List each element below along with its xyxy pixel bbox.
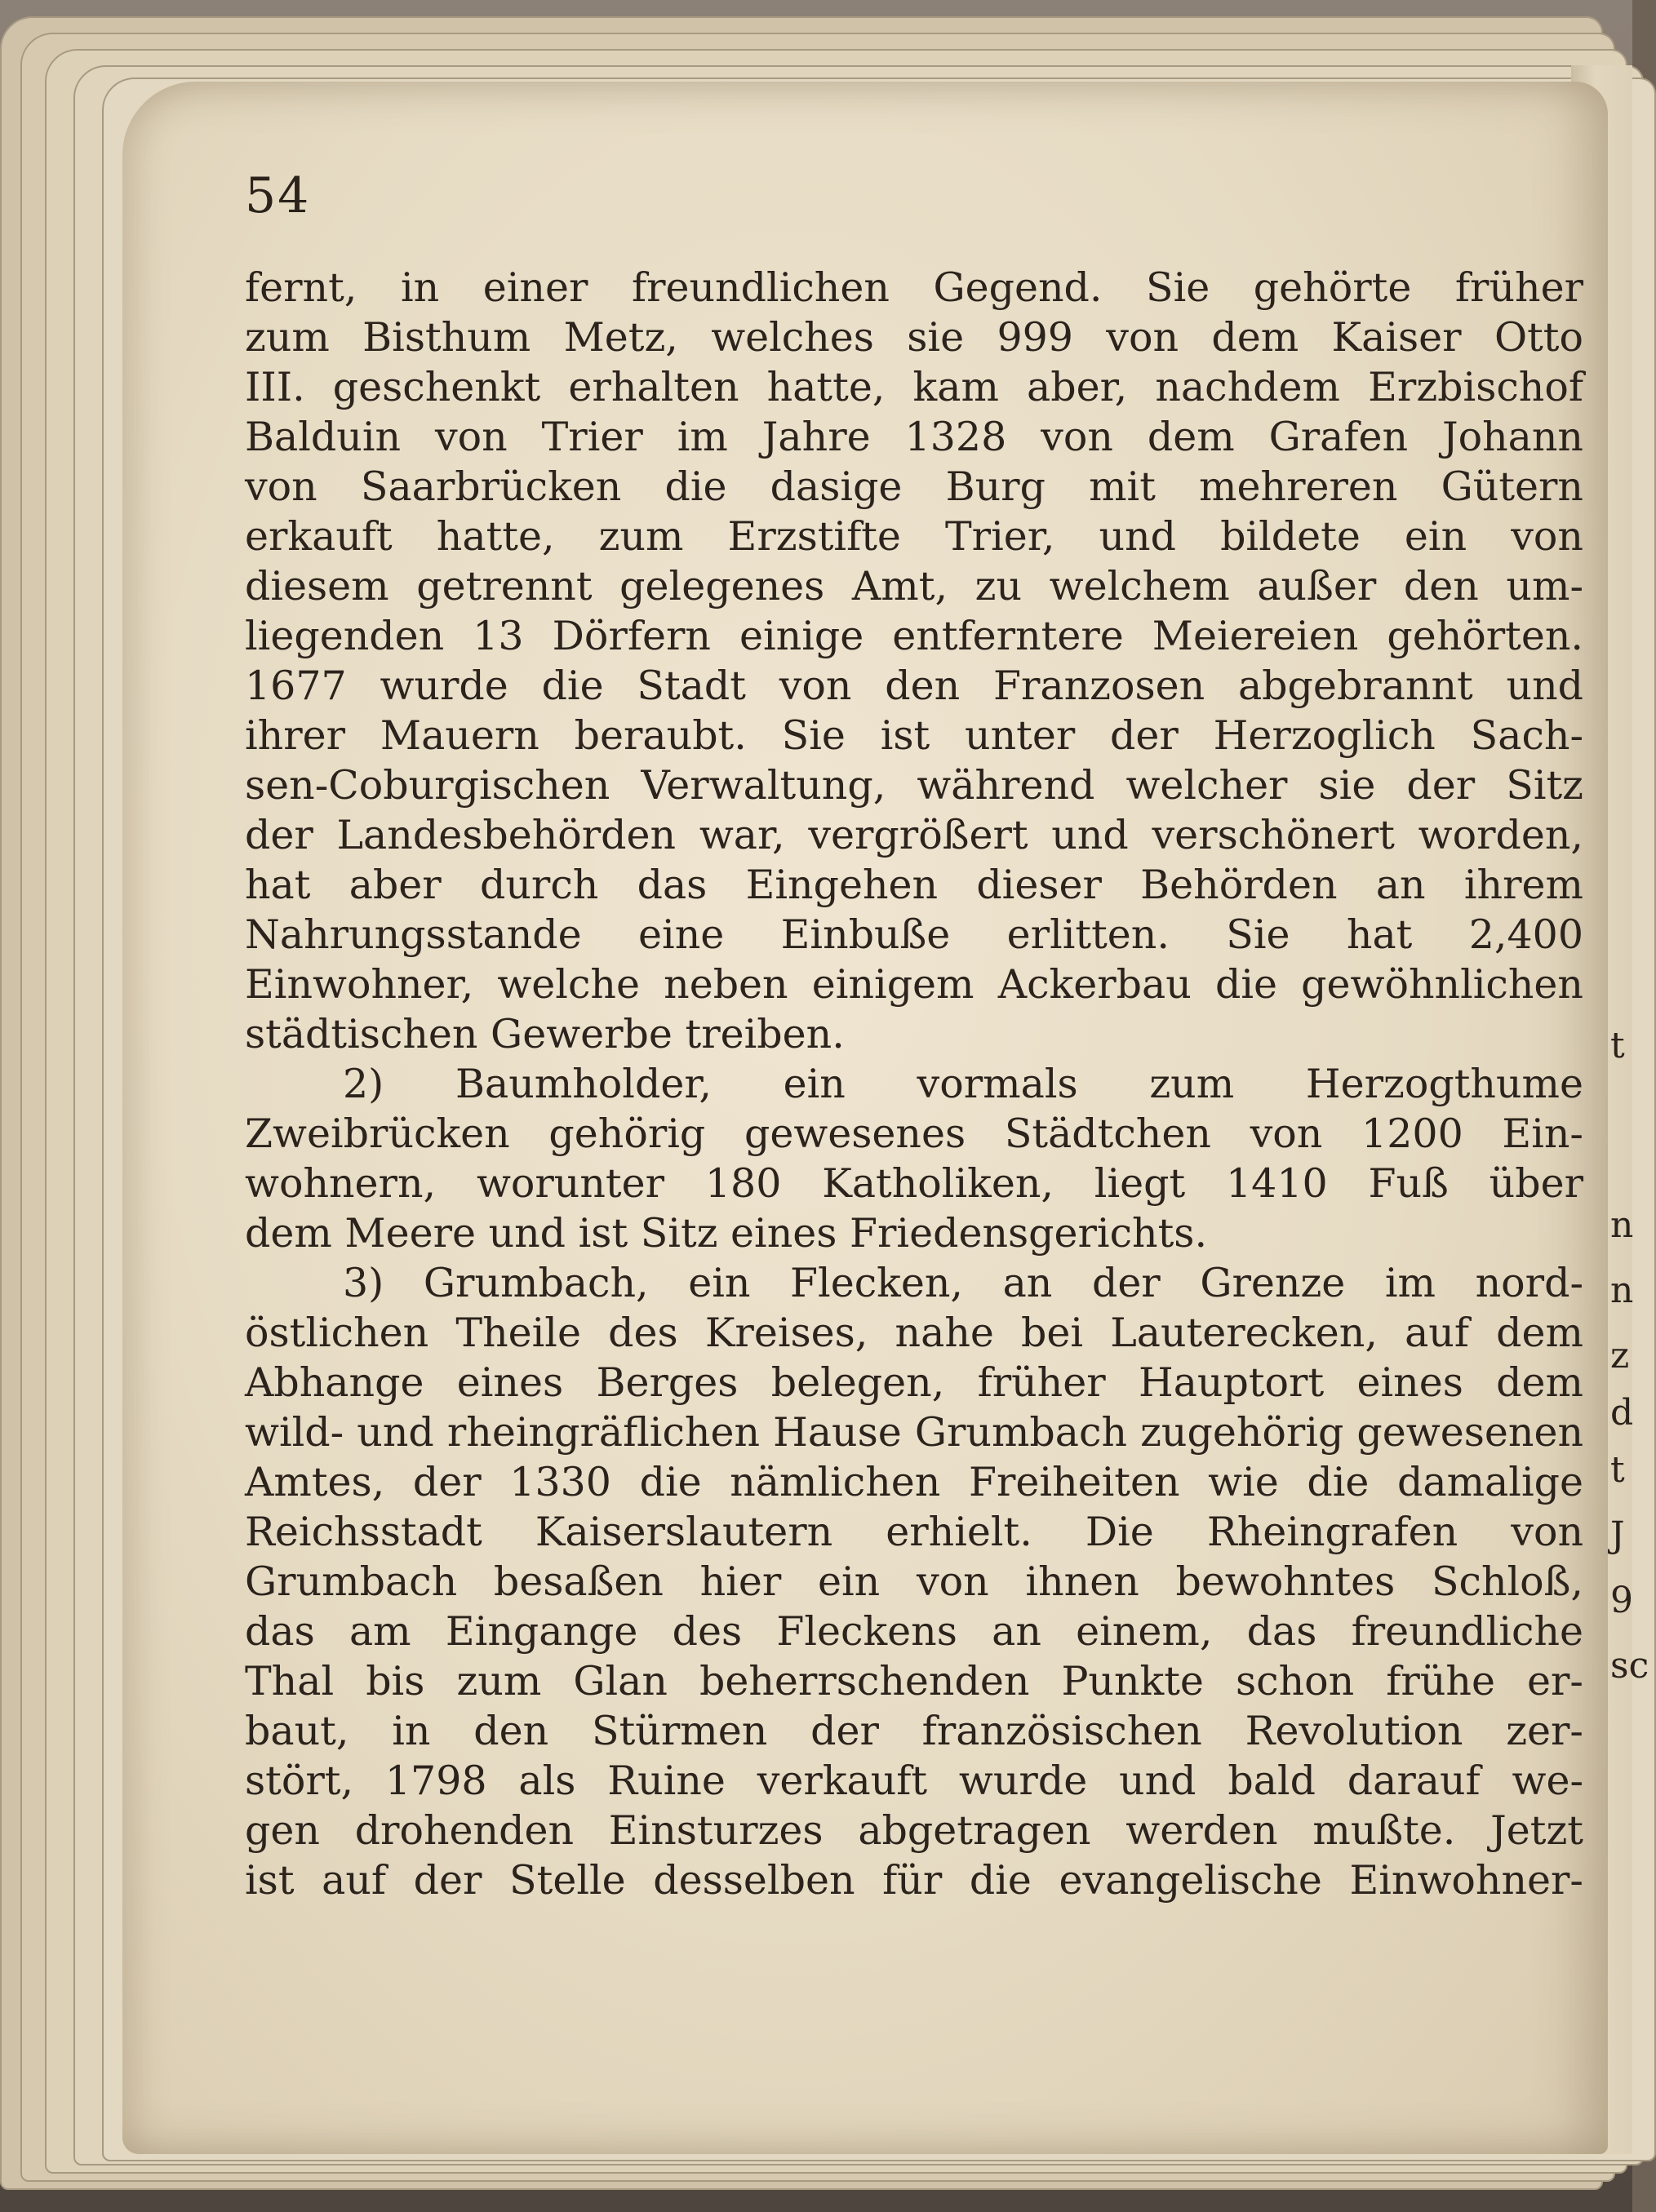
- text-line: zum Bisthum Metz, welches sie 999 von dem Kaiser Otto: [245, 314, 1583, 361]
- text-line: wild- und rheingräflichen Hause Grumbach zugehörig gewesenen: [245, 1409, 1583, 1456]
- next-page-fragment: n: [1610, 1204, 1634, 1246]
- text-line: 3) Grumbach, ein Flecken, an der Grenze im nord-: [343, 1260, 1583, 1306]
- text-line: 2) Baumholder, ein vormals zum Herzogthume: [343, 1061, 1583, 1107]
- text-line: von Saarbrücken die dasige Burg mit mehreren Gütern: [245, 463, 1583, 510]
- text-line: Einwohner, welche neben einigem Ackerbau die gewöhnlichen: [245, 961, 1583, 1008]
- text-line: ihrer Mauern beraubt. Sie ist unter der Herzoglich Sach-: [245, 712, 1583, 759]
- next-page-fragment: t: [1610, 1449, 1625, 1491]
- text-line: Balduin von Trier im Jahre 1328 von dem Grafen Johann: [245, 414, 1583, 460]
- text-line: Nahrungsstande eine Einbuße erlitten. Sie hat 2,400: [245, 911, 1583, 958]
- next-page-fragment: 9: [1610, 1580, 1633, 1621]
- text-line: dem Meere und ist Sitz eines Friedensgerichts.: [245, 1210, 1208, 1257]
- book-page: [122, 82, 1608, 2154]
- text-line: Reichsstadt Kaiserslautern erhielt. Die Rheingrafen von: [245, 1509, 1583, 1555]
- next-page-fragment: J: [1610, 1514, 1625, 1556]
- text-line: Abhange eines Berges belegen, früher Hauptort eines dem: [245, 1359, 1583, 1406]
- next-page-fragment: z: [1610, 1335, 1630, 1376]
- text-line: der Landesbehörden war, vergrößert und verschönert worden,: [245, 812, 1583, 858]
- text-line: III. geschenkt erhalten hatte, kam aber, nachdem Erzbischof: [245, 364, 1583, 410]
- next-page-fragment: t: [1610, 1025, 1625, 1066]
- text-line: wohnern, worunter 180 Katholiken, liegt 1410 Fuß über: [245, 1160, 1583, 1207]
- text-line: erkauft hatte, zum Erzstifte Trier, und bildete ein von: [245, 513, 1583, 560]
- text-line: liegenden 13 Dörfern einige entferntere Meiereien gehörten.: [245, 613, 1583, 659]
- next-page-fragment: d: [1610, 1392, 1634, 1434]
- text-line: Thal bis zum Glan beherrschenden Punkte schon frühe er-: [245, 1658, 1583, 1704]
- next-page-fragment: sc: [1610, 1645, 1649, 1687]
- text-line: stört, 1798 als Ruine verkauft wurde und bald darauf we-: [245, 1758, 1583, 1804]
- text-line: 1677 wurde die Stadt von den Franzosen abgebrannt und: [245, 663, 1583, 709]
- next-page-fragment: n: [1610, 1270, 1634, 1311]
- text-line: fernt, in einer freundlichen Gegend. Sie gehörte früher: [245, 264, 1583, 311]
- text-line: diesem getrennt gelegenes Amt, zu welchem außer den um-: [245, 563, 1583, 610]
- text-line: gen drohenden Einsturzes abgetragen werden mußte. Jetzt: [245, 1807, 1583, 1854]
- text-line: hat aber durch das Eingehen dieser Behörden an ihrem: [245, 862, 1583, 908]
- text-line: städtischen Gewerbe treiben.: [245, 1011, 845, 1057]
- text-line: ist auf der Stelle desselben für die evangelische Einwohner-: [245, 1857, 1583, 1904]
- page-number: 54: [245, 167, 311, 224]
- body-text: [245, 263, 1583, 1905]
- text-line: Amtes, der 1330 die nämlichen Freiheiten wie die damalige: [245, 1459, 1583, 1505]
- text-line: das am Eingange des Fleckens an einem, das freundliche: [245, 1608, 1583, 1655]
- text-line: Grumbach besaßen hier ein von ihnen bewohntes Schloß,: [245, 1558, 1583, 1605]
- text-line: sen-Coburgischen Verwaltung, während welcher sie der Sitz: [245, 762, 1583, 809]
- text-line: östlichen Theile des Kreises, nahe bei Lauterecken, auf dem: [245, 1310, 1583, 1356]
- text-line: baut, in den Stürmen der französischen Revolution zer-: [245, 1708, 1583, 1754]
- text-line: Zweibrücken gehörig gewesenes Städtchen von 1200 Ein-: [245, 1110, 1583, 1157]
